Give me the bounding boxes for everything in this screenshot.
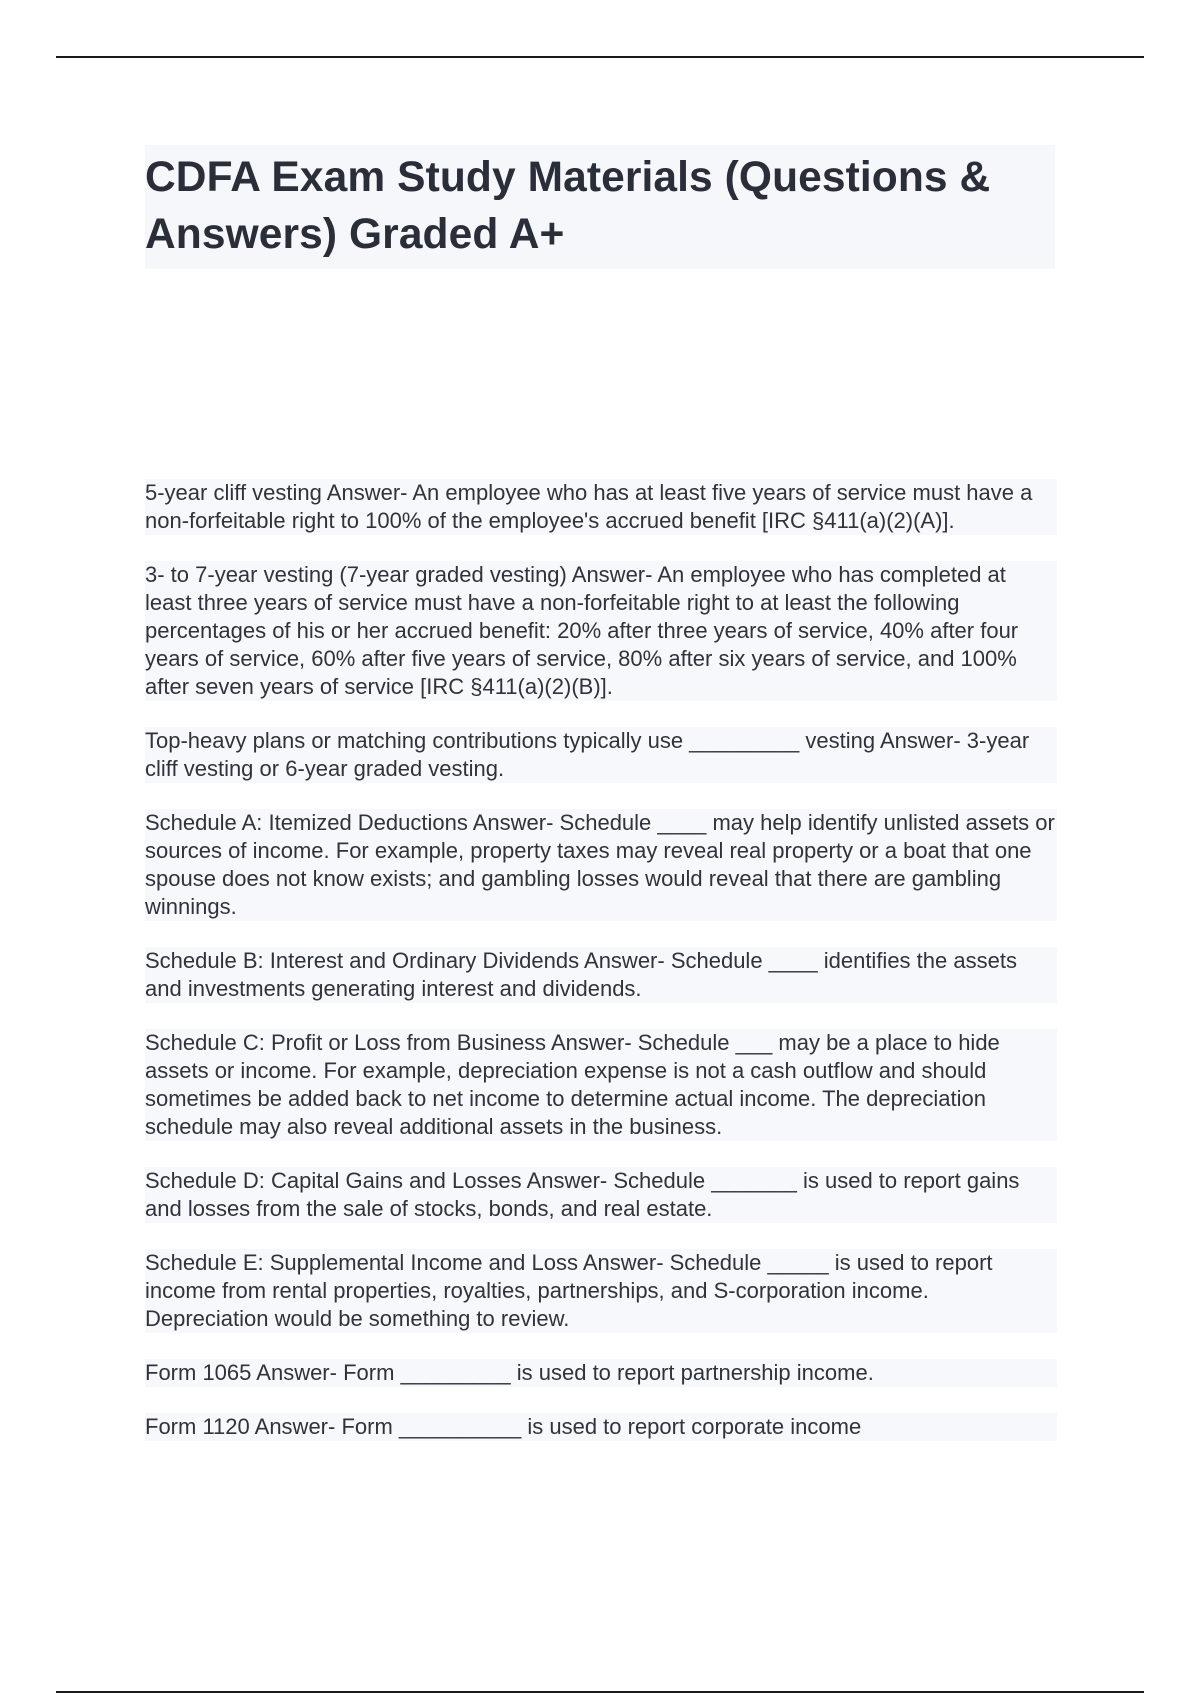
bottom-rule <box>56 1691 1144 1693</box>
qa-item: Schedule E: Supplemental Income and Loss Answer- Schedule _____ is used to report income from rental properties, royalties, partnerships, and S-corporation income. Depreciation would be something to review. <box>145 1249 1057 1333</box>
qa-item: Top-heavy plans or matching contributions typically use _________ vesting Answer- 3-year cliff vesting or 6-year graded vesting. <box>145 727 1057 783</box>
qa-item: Schedule A: Itemized Deductions Answer- Schedule ____ may help identify unlisted assets or sources of income. For example, property taxes may reveal real property or a boat that one spouse does not know exists; and gambling losses would reveal that there are gambling winnings. <box>145 809 1057 921</box>
document-title: CDFA Exam Study Materials (Questions & Answers) Graded A+ <box>145 154 991 258</box>
qa-item: 3- to 7-year vesting (7-year graded vesting) Answer- An employee who has completed at least three years of service must have a non-forfeitable right to at least the following percentages of his or her accrued benefit: 20% after three years of service, 40% after four years of service, 60% after five years of service, 80% after six years of service, and 100% after seven years of service [IRC §411(a)(2)(B)]. <box>145 561 1057 701</box>
qa-item: Schedule B: Interest and Ordinary Dividends Answer- Schedule ____ identifies the assets and investments generating interest and dividends. <box>145 947 1057 1003</box>
qa-item: 5-year cliff vesting Answer- An employee who has at least five years of service must have a non-forfeitable right to 100% of the employee's accrued benefit [IRC §411(a)(2)(A)]. <box>145 479 1057 535</box>
qa-list <box>145 479 1057 1467</box>
top-rule <box>56 56 1144 58</box>
qa-item: Schedule D: Capital Gains and Losses Answer- Schedule _______ is used to report gains and losses from the sale of stocks, bonds, and real estate. <box>145 1167 1057 1223</box>
qa-item: Form 1120 Answer- Form __________ is used to report corporate income <box>145 1413 1057 1441</box>
title-block <box>145 145 1055 269</box>
qa-item: Schedule C: Profit or Loss from Business Answer- Schedule ___ may be a place to hide assets or income. For example, depreciation expense is not a cash outflow and should sometimes be added back to net income to determine actual income. The depreciation schedule may also reveal additional assets in the business. <box>145 1029 1057 1141</box>
qa-item: Form 1065 Answer- Form _________ is used to report partnership income. <box>145 1359 1057 1387</box>
